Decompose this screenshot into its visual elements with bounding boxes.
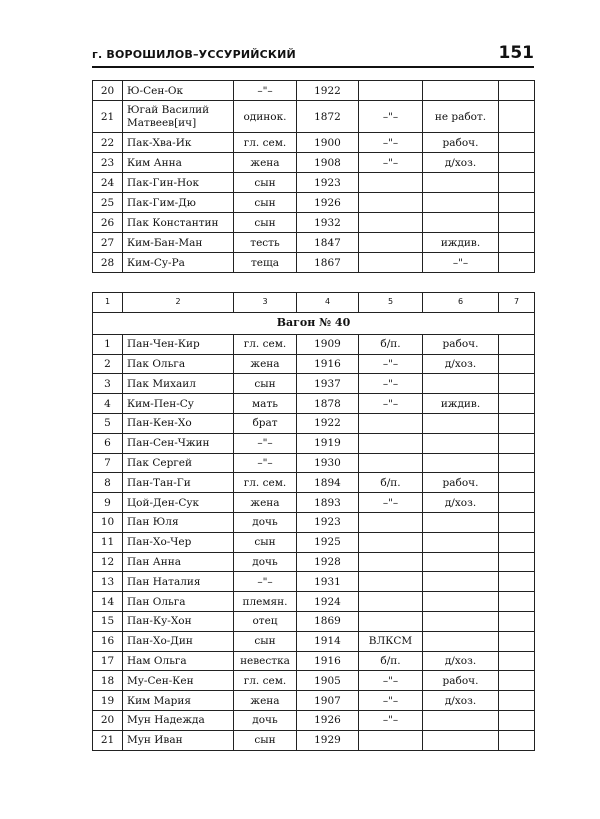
table-cell: 1872 — [297, 101, 359, 133]
table-cell: 23 — [93, 153, 123, 173]
table-cell — [499, 253, 535, 273]
table-cell: б/п. — [359, 651, 423, 671]
table-cell: 22 — [93, 133, 123, 153]
table-cell: 20 — [93, 710, 123, 730]
table-cell: сын — [234, 374, 297, 394]
column-number-row — [93, 293, 535, 313]
table-cell: –"– — [359, 394, 423, 414]
table-row — [93, 552, 535, 572]
table-cell: жена — [234, 354, 297, 374]
table-cell: невестка — [234, 651, 297, 671]
table-cell — [499, 453, 535, 473]
table-cell — [423, 374, 499, 394]
table-cell: Ким-Бан-Ман — [123, 233, 234, 253]
column-number: 2 — [123, 293, 234, 313]
table-cell: 1908 — [297, 153, 359, 173]
table-cell: 13 — [93, 572, 123, 592]
table-cell: –"– — [234, 453, 297, 473]
table-cell: одинок. — [234, 101, 297, 133]
table-cell: рабоч. — [423, 133, 499, 153]
table-row — [93, 572, 535, 592]
table-cell: 1937 — [297, 374, 359, 394]
table-row — [93, 81, 535, 101]
table-cell — [499, 473, 535, 493]
table-cell: д/хоз. — [423, 493, 499, 513]
table-cell: 1893 — [297, 493, 359, 513]
table-row — [93, 133, 535, 153]
table-cell — [359, 81, 423, 101]
table-cell: мать — [234, 394, 297, 414]
table-cell: 9 — [93, 493, 123, 513]
table-cell — [359, 433, 423, 453]
table-cell: Ким Мария — [123, 691, 234, 711]
table-cell: –"– — [359, 133, 423, 153]
table-cell: д/хоз. — [423, 153, 499, 173]
table-cell: 1926 — [297, 710, 359, 730]
table-cell: 3 — [93, 374, 123, 394]
table-cell: сын — [234, 631, 297, 651]
table-row — [93, 473, 535, 493]
table-cell: 1909 — [297, 334, 359, 354]
table-cell: Пан-Сен-Чжин — [123, 433, 234, 453]
column-number: 3 — [234, 293, 297, 313]
table-row — [93, 592, 535, 612]
table-cell: отец — [234, 611, 297, 631]
table-cell: 16 — [93, 631, 123, 651]
table-cell: гл. сем. — [234, 671, 297, 691]
table-cell — [423, 453, 499, 473]
table-row — [93, 334, 535, 354]
table-cell: Пан Анна — [123, 552, 234, 572]
table-cell: 1905 — [297, 671, 359, 691]
table-cell — [423, 512, 499, 532]
table-cell — [499, 354, 535, 374]
table-cell: Пак Ольга — [123, 354, 234, 374]
table-cell: 1924 — [297, 592, 359, 612]
table-cell — [423, 572, 499, 592]
table-cell: 1914 — [297, 631, 359, 651]
table-cell — [423, 710, 499, 730]
table-cell: 1907 — [297, 691, 359, 711]
table-cell: Пан Юля — [123, 512, 234, 532]
table-cell — [423, 592, 499, 612]
table-cell: Ю-Сен-Ок — [123, 81, 234, 101]
table-cell: ВЛКСМ — [359, 631, 423, 651]
table-cell: Пан-Кен-Хо — [123, 413, 234, 433]
table-cell: –"– — [359, 671, 423, 691]
table-cell: Пак Сергей — [123, 453, 234, 473]
table-cell: 1923 — [297, 173, 359, 193]
table-row — [93, 173, 535, 193]
column-number: 1 — [93, 293, 123, 313]
table-cell: рабоч. — [423, 671, 499, 691]
table-cell: 11 — [93, 532, 123, 552]
table-cell: 1919 — [297, 433, 359, 453]
table-cell: 5 — [93, 413, 123, 433]
column-number: 4 — [297, 293, 359, 313]
table-cell: брат — [234, 413, 297, 433]
table-row — [93, 394, 535, 414]
table-cell: б/п. — [359, 473, 423, 493]
table-cell: 1922 — [297, 81, 359, 101]
table-cell — [359, 213, 423, 233]
table-cell: дочь — [234, 710, 297, 730]
table-cell — [359, 413, 423, 433]
column-number: 7 — [499, 293, 535, 313]
table-cell — [499, 153, 535, 173]
table-cell — [359, 611, 423, 631]
table-cell: 26 — [93, 213, 123, 233]
table-cell — [359, 572, 423, 592]
table-cell — [499, 493, 535, 513]
table-cell — [499, 631, 535, 651]
table-cell: Пак Константин — [123, 213, 234, 233]
table-cell — [499, 334, 535, 354]
table-row — [93, 631, 535, 651]
table-cell: 24 — [93, 173, 123, 193]
table-cell: жена — [234, 493, 297, 513]
table-cell: 1894 — [297, 473, 359, 493]
table-cell: 10 — [93, 512, 123, 532]
table-cell: 1928 — [297, 552, 359, 572]
table-cell: 1878 — [297, 394, 359, 414]
table-cell: Пан Ольга — [123, 592, 234, 612]
table-cell: 12 — [93, 552, 123, 572]
table-cell: Пан-Тан-Ги — [123, 473, 234, 493]
table-cell: Пак-Гин-Нок — [123, 173, 234, 193]
table-cell — [359, 512, 423, 532]
table-cell: жена — [234, 691, 297, 711]
table-cell: Нам Ольга — [123, 651, 234, 671]
table-cell: д/хоз. — [423, 691, 499, 711]
table-cell: 19 — [93, 691, 123, 711]
table-cell: 1930 — [297, 453, 359, 473]
table-row — [93, 710, 535, 730]
table-cell — [499, 671, 535, 691]
table-row — [93, 413, 535, 433]
table-cell: 25 — [93, 193, 123, 213]
table-cell — [499, 374, 535, 394]
table-cell — [499, 611, 535, 631]
table-cell — [499, 730, 535, 750]
table-cell: д/хоз. — [423, 651, 499, 671]
table-cell: рабоч. — [423, 473, 499, 493]
table-cell: гл. сем. — [234, 133, 297, 153]
table-cell: 1869 — [297, 611, 359, 631]
table-cell: 17 — [93, 651, 123, 671]
table-cell — [499, 213, 535, 233]
table-cell: Ким-Пен-Су — [123, 394, 234, 414]
table-cell — [423, 611, 499, 631]
table-cell — [423, 532, 499, 552]
table-cell: сын — [234, 532, 297, 552]
table-cell — [499, 572, 535, 592]
table-cell: 1931 — [297, 572, 359, 592]
table-cell — [359, 193, 423, 213]
table-cell: 2 — [93, 354, 123, 374]
table-cell: –"– — [234, 572, 297, 592]
table-cell — [499, 512, 535, 532]
table-cell — [423, 433, 499, 453]
table-cell: Цой-Ден-Сук — [123, 493, 234, 513]
table-cell: 4 — [93, 394, 123, 414]
table-row — [93, 671, 535, 691]
table-cell: –"– — [359, 153, 423, 173]
table-cell: 6 — [93, 433, 123, 453]
table-cell: 21 — [93, 730, 123, 750]
table-row — [93, 453, 535, 473]
table-row — [93, 233, 535, 253]
table-cell — [499, 433, 535, 453]
table-cell — [359, 253, 423, 273]
table-cell: 1929 — [297, 730, 359, 750]
table-cell — [359, 453, 423, 473]
table-continuation — [92, 80, 535, 273]
table-cell: сын — [234, 193, 297, 213]
table-cell — [423, 213, 499, 233]
table-cell: –"– — [234, 433, 297, 453]
column-number: 5 — [359, 293, 423, 313]
table-cell — [359, 552, 423, 572]
table-cell: 1 — [93, 334, 123, 354]
table-cell: –"– — [234, 81, 297, 101]
table-cell — [499, 173, 535, 193]
table-cell: Мун Иван — [123, 730, 234, 750]
table-cell — [499, 101, 535, 133]
table-row — [93, 532, 535, 552]
table-cell: сын — [234, 213, 297, 233]
table-cell — [423, 173, 499, 193]
page-header — [92, 40, 534, 68]
table-cell: теща — [234, 253, 297, 273]
table-cell: 21 — [93, 101, 123, 133]
table-cell: 15 — [93, 611, 123, 631]
table-cell: –"– — [359, 101, 423, 133]
page-number: 151 — [498, 43, 534, 63]
table-cell — [359, 173, 423, 193]
table-cell: –"– — [359, 691, 423, 711]
table-cell: 1916 — [297, 651, 359, 671]
table-cell — [359, 532, 423, 552]
table-cell: Ким Анна — [123, 153, 234, 173]
table-cell: 1932 — [297, 213, 359, 233]
table-cell: д/хоз. — [423, 354, 499, 374]
table-cell: 14 — [93, 592, 123, 612]
table-cell: 18 — [93, 671, 123, 691]
table-cell: б/п. — [359, 334, 423, 354]
table-cell: Мун Надежда — [123, 710, 234, 730]
table-cell: Пак-Гим-Дю — [123, 193, 234, 213]
table-cell — [499, 651, 535, 671]
table-cell — [499, 592, 535, 612]
table-cell: иждив. — [423, 394, 499, 414]
table-cell: иждив. — [423, 233, 499, 253]
table-cell: –"– — [359, 374, 423, 394]
table-cell: Пак Михаил — [123, 374, 234, 394]
table-row — [93, 253, 535, 273]
table-cell: дочь — [234, 512, 297, 532]
table-cell — [499, 710, 535, 730]
table-cell: 1847 — [297, 233, 359, 253]
table-cell: рабоч. — [423, 334, 499, 354]
table-cell — [499, 532, 535, 552]
table-cell — [499, 552, 535, 572]
table-cell — [499, 193, 535, 213]
table-cell: 8 — [93, 473, 123, 493]
table-cell: сын — [234, 173, 297, 193]
table-row — [93, 153, 535, 173]
column-number: 6 — [423, 293, 499, 313]
table-cell — [359, 233, 423, 253]
table-cell: гл. сем. — [234, 473, 297, 493]
table-cell — [359, 592, 423, 612]
table-cell: Югай Василий Матвеев[ич] — [123, 101, 234, 133]
table-cell — [423, 631, 499, 651]
table-cell — [423, 81, 499, 101]
table-cell: тесть — [234, 233, 297, 253]
table-cell: 1925 — [297, 532, 359, 552]
table-cell: 1900 — [297, 133, 359, 153]
table-cell — [499, 81, 535, 101]
table-row — [93, 374, 535, 394]
table-cell: 1922 — [297, 413, 359, 433]
table-cell: 28 — [93, 253, 123, 273]
table-wagon-40 — [92, 292, 535, 751]
table-cell: Пан-Хо-Дин — [123, 631, 234, 651]
table-row — [93, 354, 535, 374]
table-cell: –"– — [359, 493, 423, 513]
table-cell: сын — [234, 730, 297, 750]
table-cell: 1916 — [297, 354, 359, 374]
table-row — [93, 691, 535, 711]
running-title: г. ВОРОШИЛОВ–УССУРИЙСКИЙ — [92, 48, 296, 61]
table-cell: жена — [234, 153, 297, 173]
wagon-title: Вагон № 40 — [93, 312, 535, 334]
table-cell — [499, 394, 535, 414]
table-cell: Ким-Су-Ра — [123, 253, 234, 273]
table-row — [93, 193, 535, 213]
table-cell: 1926 — [297, 193, 359, 213]
table-cell — [423, 413, 499, 433]
table-row — [93, 651, 535, 671]
table-cell: 1867 — [297, 253, 359, 273]
table-cell: Пан-Ку-Хон — [123, 611, 234, 631]
table-cell — [423, 552, 499, 572]
table-cell: 1923 — [297, 512, 359, 532]
table-cell: –"– — [359, 710, 423, 730]
table-row — [93, 101, 535, 133]
table-cell: Пан-Хо-Чер — [123, 532, 234, 552]
table-cell — [499, 413, 535, 433]
table-row — [93, 433, 535, 453]
table-row — [93, 611, 535, 631]
table-row — [93, 512, 535, 532]
table-row — [93, 493, 535, 513]
table-cell: не работ. — [423, 101, 499, 133]
table-row — [93, 213, 535, 233]
table-cell: –"– — [359, 354, 423, 374]
wagon-title-row — [93, 312, 535, 334]
table-cell: Пан-Чен-Кир — [123, 334, 234, 354]
table-cell: племян. — [234, 592, 297, 612]
table-cell: гл. сем. — [234, 334, 297, 354]
table-cell: Му-Сен-Кен — [123, 671, 234, 691]
table-cell — [359, 730, 423, 750]
table-cell — [499, 133, 535, 153]
table-cell: Пан Наталия — [123, 572, 234, 592]
table-cell: –"– — [423, 253, 499, 273]
table-cell — [423, 730, 499, 750]
table-cell — [499, 233, 535, 253]
table-cell: Пак-Хва-Ик — [123, 133, 234, 153]
table-cell: дочь — [234, 552, 297, 572]
table-row — [93, 730, 535, 750]
table-cell: 7 — [93, 453, 123, 473]
table-cell: 27 — [93, 233, 123, 253]
table-cell: 20 — [93, 81, 123, 101]
table-cell — [423, 193, 499, 213]
table-cell — [499, 691, 535, 711]
